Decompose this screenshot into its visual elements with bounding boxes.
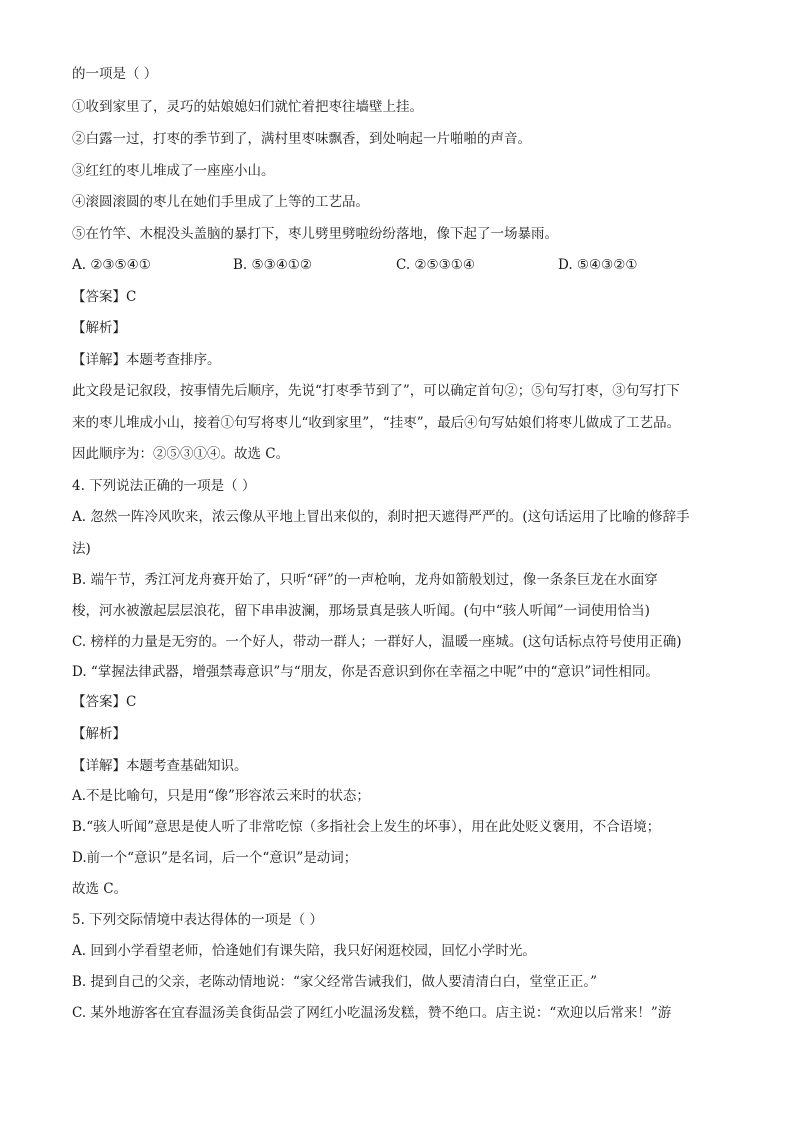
q4-option-a-line-1: A. 忽然一阵冷风吹来，浓云像从平地上冒出来似的，刹时把天遮得严严的。(这句话运用了比喻的修辞手 xyxy=(72,509,690,525)
q3-explanation-line-3: 因此顺序为：②⑤③①④。故选 C。 xyxy=(72,446,290,462)
q3-answer: 【答案】C xyxy=(72,289,137,305)
q3-item-1: ①收到家里了，灵巧的姑娘媳妇们就忙着把枣往墙壁上挂。 xyxy=(72,99,423,115)
q4-explanation-b: B.“骇人听闻”意思是使人听了非常吃惊（多指社会上发生的坏事），用在此处贬义褒用，不合语境； xyxy=(72,819,661,835)
q3-option-d: D. ⑤④③②① xyxy=(558,257,638,273)
q3-stem-end: 的一项是（ ） xyxy=(72,66,158,82)
q4-option-d: D. “掌握法律武器，增强禁毒意识”与“朋友，你是否意识到你在幸福之中呢”中的“意识”词性相同。 xyxy=(72,664,659,680)
q3-detail-heading: 【详解】本题考查排序。 xyxy=(72,352,221,368)
q4-option-a-line-2: 法) xyxy=(72,541,91,557)
q5-option-a: A. 回到小学看望老师，恰逢她们有课失陪，我只好闲逛校园，回忆小学时光。 xyxy=(72,943,536,959)
q4-option-b-line-2: 梭，河水被激起层层浪花，留下串串波澜，那场景真是骇人听闻。(句中“骇人听闻”一词使用恰当) xyxy=(72,603,650,619)
q4-analysis-heading: 【解析】 xyxy=(72,726,126,742)
q4-option-b-line-1: B. 端午节，秀江河龙舟赛开始了，只听“砰”的一声枪响，龙舟如箭般划过，像一条条巨龙在水面穿 xyxy=(72,572,658,588)
q3-item-5: ⑤在竹竿、木棍没头盖脑的暴打下，枣儿劈里劈啦纷纷落地，像下起了一场暴雨。 xyxy=(72,226,558,242)
q5-stem: 5. 下列交际情境中表达得体的一项是（ ） xyxy=(72,912,323,928)
q3-item-2: ②白露一过，打枣的季节到了，满村里枣味飘香，到处响起一片啪啪的声音。 xyxy=(72,131,531,147)
q3-option-a: A. ②③⑤④① xyxy=(72,257,151,273)
q4-stem: 4. 下列说法正确的一项是（ ） xyxy=(72,478,256,494)
q4-conclusion: 故选 C。 xyxy=(72,881,128,897)
q4-explanation-a: A.不是比喻句，只是用“像”形容浓云来时的状态； xyxy=(72,788,370,804)
q3-option-c: C. ②⑤③①④ xyxy=(396,257,475,273)
q5-option-b: B. 提到自己的父亲，老陈动情地说：“家父经常告诫我们，做人要清清白白，堂堂正正。” xyxy=(72,974,598,990)
q4-option-c: C. 榜样的力量是无穷的。一个好人，带动一群人；一群好人，温暖一座城。(这句话标点符号使用正确) xyxy=(72,634,682,650)
q3-option-b: B. ⑤③④①② xyxy=(233,257,313,273)
q4-answer: 【答案】C xyxy=(72,694,137,710)
q3-analysis-heading: 【解析】 xyxy=(72,320,126,336)
q3-explanation-line-2: 来的枣儿堆成小山，接着①句写将枣儿“收到家里”，“挂枣”，最后④句写姑娘们将枣儿做成了工艺品。 xyxy=(72,415,681,431)
q4-explanation-d: D.前一个“意识”是名词，后一个“意识”是动词； xyxy=(72,850,358,866)
q3-explanation-line-1: 此文段是记叙段，按事情先后顺序，先说“打枣季节到了”，可以确定首句②；⑤句写打枣，③句写打下 xyxy=(72,383,680,399)
q5-option-c: C. 某外地游客在宜春温汤美食街品尝了网红小吃温汤发糕，赞不绝口。店主说：“欢迎以后常来！”游 xyxy=(72,1005,672,1021)
q3-item-4: ④滚圆滚圆的枣儿在她们手里成了上等的工艺品。 xyxy=(72,194,369,210)
q4-detail-heading: 【详解】本题考查基础知识。 xyxy=(72,758,248,774)
q3-item-3: ③红红的枣儿堆成了一座座小山。 xyxy=(72,163,275,179)
